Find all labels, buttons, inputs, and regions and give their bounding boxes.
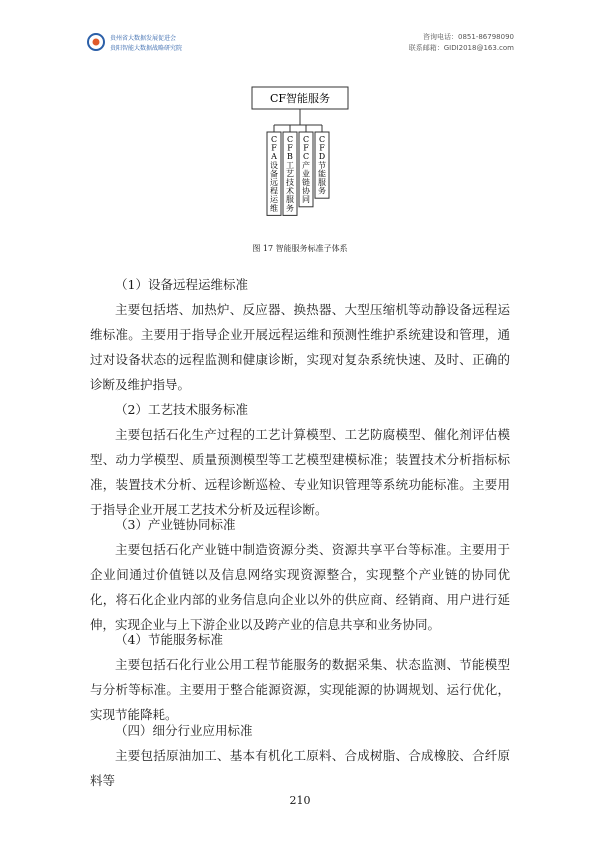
diagram-child-label: C F D 节能服务 <box>318 135 326 196</box>
figure-caption: 图 17 智能服务标准子体系 <box>252 244 348 253</box>
logo-org-name-2: 贵阳智能大数据战略研究院 <box>110 45 183 52</box>
diagram-child-label: C F A 设备远程运维 <box>270 135 278 213</box>
section-heading: （3）产业链协同标准 <box>115 517 236 532</box>
section-heading: （2）工艺技术服务标准 <box>115 402 248 417</box>
section-heading: （4）节能服务标准 <box>115 632 223 647</box>
standards-tree-diagram <box>0 80 600 240</box>
section-paragraph: 主要包括石化生产过程的工艺计算模型、工艺防腐模型、催化剂评估模型、动力学模型、质量预测模型等工艺模型建模标准；装置技术分析指标标准，装置技术分析、远程诊断巡检、专业知识管理等系统功能标准。主要用于指导企业开展工艺技术分析及远程诊断。 <box>90 427 510 517</box>
section-3 <box>90 512 510 637</box>
contact-email: 联系邮箱：GIDI2018@163.com <box>408 44 514 52</box>
subsection-heading: （四）细分行业应用标准 <box>115 723 253 738</box>
diagram-child-label: C F C 产业链协同 <box>302 135 310 205</box>
diagram-child-label: C F B 工艺技术服务 <box>286 135 294 213</box>
logo-icon <box>86 32 106 52</box>
section-heading: （1）设备远程运维标准 <box>115 277 248 292</box>
section-4 <box>90 627 510 727</box>
section-1 <box>90 272 510 397</box>
contact-phone: 咨询电话：0851-86798090 <box>423 33 514 41</box>
subsection <box>90 718 510 793</box>
continuing-paragraph: 主要包括原油加工、基本有机化工原料、合成树脂、合成橡胶、合纤原料等 <box>90 748 510 788</box>
section-2 <box>90 397 510 522</box>
section-paragraph: 主要包括石化产业链中制造资源分类、资源共享平台等标准。主要用于企业间通过价值链以及信息网络实现资源整合，实现整个产业链的协同优化，将石化企业内部的业务信息向企业以外的供应商、经销商、用户进行延伸，实现企业与上下游企业以及跨产业的信息共享和业务协同。 <box>90 542 510 632</box>
section-paragraph: 主要包括塔、加热炉、反应器、换热器、大型压缩机等动静设备远程运维标准。主要用于指导企业开展远程运维和预测性维护系统建设和管理，通过对设备状态的远程监测和健康诊断，实现对复杂系统快速、及时、正确的诊断及维护指导。 <box>90 302 510 392</box>
page-number: 210 <box>289 794 311 807</box>
logo-org-name-1: 贵州省大数据发展促进会 <box>110 35 177 42</box>
header-logo <box>86 30 216 54</box>
section-paragraph: 主要包括石化行业公用工程节能服务的数据采集、状态监测、节能模型与分析等标准。主要用于整合能源资源，实现能源的协调规划、运行优化，实现节能降耗。 <box>90 657 510 722</box>
diagram-root-label: CF智能服务 <box>269 92 331 105</box>
header-contact <box>409 32 514 54</box>
